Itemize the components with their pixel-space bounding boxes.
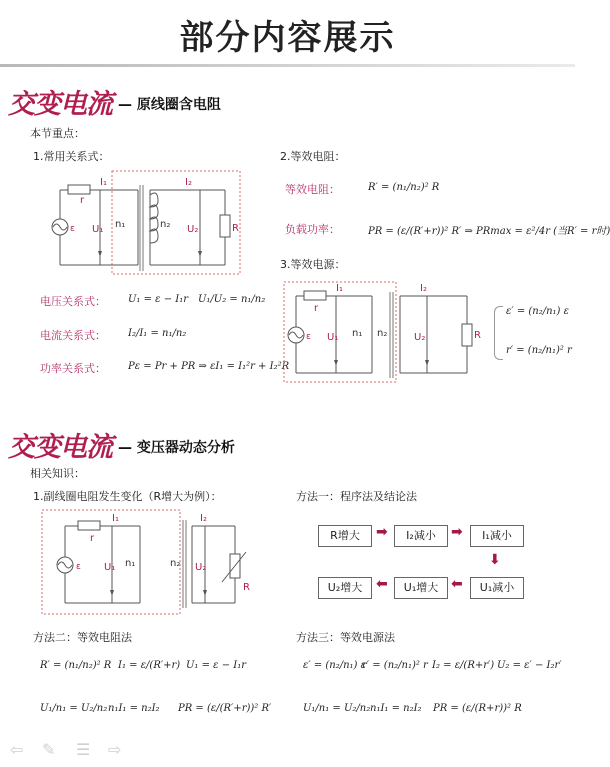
m3-power: PR = (ε/(R+r))² R <box>433 703 522 714</box>
eq-source-emf: ε′ = (n₂/n₁) ε <box>506 306 569 317</box>
svg-text:n₂: n₂ <box>160 219 171 230</box>
svg-text:n₁: n₁ <box>352 328 363 339</box>
svg-text:I₁: I₁ <box>112 513 119 524</box>
flow-arrow-5: ⬅ <box>376 576 388 592</box>
pen-icon[interactable]: ✎ <box>42 740 56 759</box>
svg-text:n₂: n₂ <box>377 328 388 339</box>
svg-text:I₁: I₁ <box>336 283 343 294</box>
related-label: 相关知识： <box>30 467 85 480</box>
power-formula: Pε = Pr + PR ⇒ εI₁ = I₁²r + I₂²R <box>128 361 290 372</box>
voltage-formula-b: U₁/U₂ = n₁/n₂ <box>198 294 266 305</box>
m3-turns-current: n₁I₁ = n₂I₂ <box>370 703 422 714</box>
voltage-formula-a: U₁ = ε − I₁r <box>128 294 189 305</box>
m3-emf: ε′ = (n₂/n₁) ε <box>303 660 366 671</box>
item3-label: 3.等效电源： <box>280 258 346 271</box>
circuit-diagram-3 <box>40 508 255 618</box>
svg-text:ε: ε <box>76 562 81 572</box>
section2-item1: 1.副线圈电阻发生变化（R增大为例）： <box>33 490 222 503</box>
m3-ratio: U₁/n₁ = U₂/n₂ <box>303 703 371 714</box>
section1-brand: 交变电流 <box>8 89 112 120</box>
svg-text:n₂: n₂ <box>170 558 181 569</box>
flow-u2-increase: U₂增大 <box>318 577 372 599</box>
svg-text:U₂: U₂ <box>187 224 199 235</box>
svg-text:R: R <box>474 330 481 341</box>
voltage-relation-label: 电压关系式： <box>40 295 106 308</box>
page-title: 部分内容展示 <box>179 18 396 58</box>
svg-text:U₁: U₁ <box>327 332 339 343</box>
item2-label: 2.等效电阻： <box>280 150 346 163</box>
svg-text:U₁: U₁ <box>104 562 116 573</box>
method1-label: 方法一：程序法及结论法 <box>296 490 417 503</box>
eq-source-resistance: r′ = (n₂/n₁)² r <box>506 345 572 356</box>
load-power-label: 负载功率： <box>285 223 340 236</box>
title-divider <box>0 64 575 67</box>
m2-turns-current: n₁I₁ = n₂I₂ <box>108 703 160 714</box>
current-formula: I₂/I₁ = n₁/n₂ <box>128 328 187 339</box>
svg-text:I₂: I₂ <box>185 177 192 188</box>
svg-text:r: r <box>90 533 95 544</box>
svg-text:I₂: I₂ <box>420 283 427 294</box>
svg-text:R: R <box>232 223 239 234</box>
svg-text:r: r <box>314 303 319 314</box>
circuit-diagram-2 <box>282 278 487 386</box>
svg-text:n₁: n₁ <box>125 558 136 569</box>
m2-ratio: U₁/n₁ = U₂/n₂ <box>40 703 108 714</box>
key-points-label: 本节重点： <box>30 127 85 140</box>
flow-u1-increase: U₁增大 <box>394 577 448 599</box>
power-relation-label: 功率关系式： <box>40 362 106 375</box>
menu-icon[interactable]: ☰ <box>76 740 91 759</box>
current-relation-label: 电流关系式： <box>40 329 106 342</box>
method3-label: 方法三：等效电源法 <box>296 631 395 644</box>
flow-arrow-3: ⬇ <box>489 552 501 568</box>
svg-text:n₁: n₁ <box>115 219 126 230</box>
eq-resistance-formula: R′ = (n₁/n₂)² R <box>368 182 440 193</box>
flow-i2-decrease: I₂减小 <box>394 525 448 547</box>
item1-label: 1.常用关系式： <box>33 150 110 163</box>
flow-arrow-4: ⬅ <box>451 576 463 592</box>
flow-i1-decrease: I₁减小 <box>470 525 524 547</box>
m3-voltage: U₂ = ε′ − I₂r′ <box>497 660 562 671</box>
svg-text:U₂: U₂ <box>195 562 207 573</box>
circuit-diagram-1 <box>40 165 250 280</box>
m2-eq-resistance: R′ = (n₁/n₂)² R <box>40 660 112 671</box>
source-brace <box>494 306 503 360</box>
back-icon[interactable]: ⇦ <box>10 740 24 759</box>
eq-resistance-label: 等效电阻： <box>285 183 340 196</box>
flow-arrow-1: ➡ <box>376 524 388 540</box>
svg-text:I₁: I₁ <box>100 177 107 188</box>
svg-text:r: r <box>80 195 85 206</box>
m2-voltage: U₁ = ε − I₁r <box>186 660 247 671</box>
m2-current: I₁ = ε/(R′+r) <box>118 660 181 671</box>
load-power-formula: PR = (ε/(R′+r))² R′ ⇒ PRmax = ε²/4r (当R′ = r时) <box>368 226 610 237</box>
svg-text:ε: ε <box>306 332 311 342</box>
forward-icon[interactable]: ⇨ <box>108 740 122 759</box>
m3-current: I₂ = ε/(R+r′) <box>432 660 495 671</box>
flow-arrow-2: ➡ <box>451 524 463 540</box>
svg-text:ε: ε <box>70 224 75 234</box>
svg-text:I₂: I₂ <box>200 513 207 524</box>
flow-u1-decrease: U₁减小 <box>470 577 524 599</box>
m2-power: PR = (ε/(R′+r))² R′ <box>178 703 272 714</box>
method2-label: 方法二：等效电阻法 <box>33 631 132 644</box>
section1-subtitle: — 原线圈含电阻 <box>118 97 221 113</box>
m3-resistance: r′ = (n₂/n₁)² r <box>362 660 428 671</box>
section2-subtitle: — 变压器动态分析 <box>118 440 235 456</box>
svg-text:R: R <box>243 582 250 593</box>
svg-text:U₂: U₂ <box>414 332 426 343</box>
section2-brand: 交变电流 <box>8 432 112 463</box>
svg-text:U₁: U₁ <box>92 224 104 235</box>
flow-r-increase: R增大 <box>318 525 372 547</box>
